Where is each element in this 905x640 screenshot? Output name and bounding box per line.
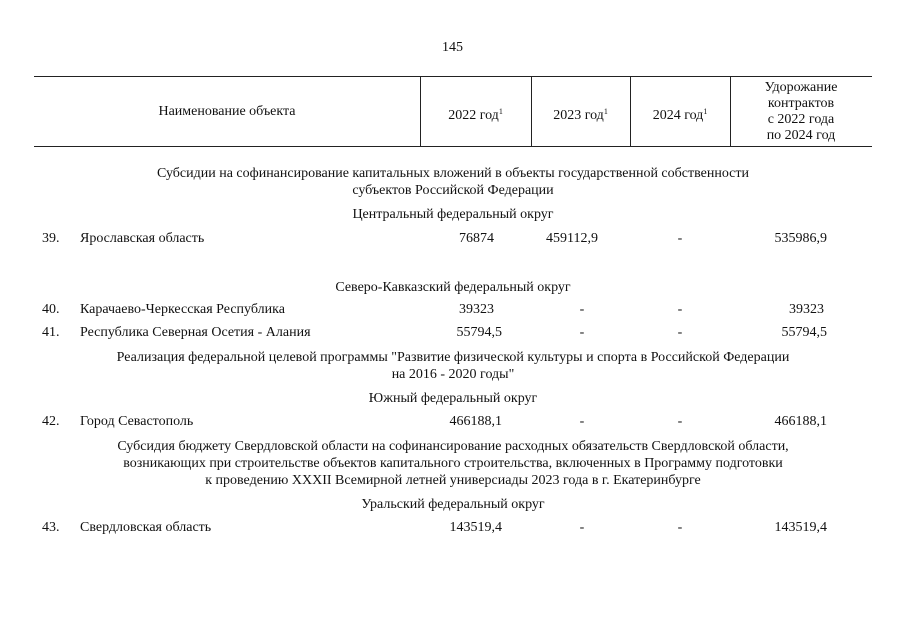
header-2023: 2023 год$^1$ xyxy=(553,107,608,123)
district-heading: Южный федеральный округ xyxy=(368,391,538,406)
header-2024: 2024 год$^1$ xyxy=(652,107,708,123)
value-2023: 459112,9 xyxy=(546,231,598,246)
header-name: Наименование объекта xyxy=(158,104,296,119)
value-total: 535986,9 xyxy=(774,231,827,246)
row-number: 43. xyxy=(42,520,60,535)
row-number: 40. xyxy=(42,302,60,317)
header-increase: Удорожание контрактов с 2022 года по 2024 год xyxy=(764,80,838,143)
value-2022: 55794,5 xyxy=(456,325,502,340)
value-2024: - xyxy=(677,302,683,317)
row-name: Республика Северная Осетия - Алания xyxy=(80,325,311,340)
value-2024: - xyxy=(677,414,683,429)
row-name: Ярославская область xyxy=(80,231,205,246)
header-2022: 2022 год$^1$ xyxy=(448,107,503,123)
row-name: Карачаево-Черкесская Республика xyxy=(80,302,285,317)
value-total: 466188,1 xyxy=(774,414,827,429)
value-2024: - xyxy=(677,325,683,340)
district-heading: Уральский федеральный округ xyxy=(361,497,545,512)
row-number: 42. xyxy=(42,414,60,429)
value-2023: - xyxy=(579,414,585,429)
value-total: 143519,4 xyxy=(774,520,827,535)
header-top-rule xyxy=(34,76,872,77)
row-number: 39. xyxy=(42,231,60,246)
value-2024: - xyxy=(677,520,683,535)
row-name: Город Севастополь xyxy=(80,414,194,429)
section-title: Субсидии на софинансирование капитальных вложений в объекты государственной собственности субъектов Российской Федерации xyxy=(156,166,750,198)
page-number: 145 xyxy=(442,40,463,55)
value-2022: 76874 xyxy=(459,231,494,246)
section-title: Реализация федеральной целевой программы "Развитие физической культуры и спорта в Российской Федерации на 2016 - 2020 годы" xyxy=(116,350,790,382)
value-total: 55794,5 xyxy=(781,325,827,340)
row-number: 41. xyxy=(42,325,60,340)
value-2022: 143519,4 xyxy=(449,520,502,535)
value-2022: 39323 xyxy=(459,302,494,317)
value-2023: - xyxy=(579,520,585,535)
header-bottom-rule xyxy=(34,146,872,147)
value-2022: 466188,1 xyxy=(449,414,502,429)
row-name: Свердловская область xyxy=(80,520,212,535)
section-title: Субсидия бюджету Свердловской области на софинансирование расходных обязательств Свердловской области, возникающих при строительстве объектов капитального строительства, включенных в Программу подготовки к проведению XXXII Всемирной летней универсиады 2023 года в г. Екатеринбурге xyxy=(117,439,789,488)
value-total: 39323 xyxy=(789,302,824,317)
value-2023: - xyxy=(579,325,585,340)
value-2024: - xyxy=(677,231,683,246)
value-2023: - xyxy=(579,302,585,317)
district-heading: Центральный федеральный округ xyxy=(352,207,554,222)
district-heading: Северо-Кавказский федеральный округ xyxy=(335,280,571,295)
